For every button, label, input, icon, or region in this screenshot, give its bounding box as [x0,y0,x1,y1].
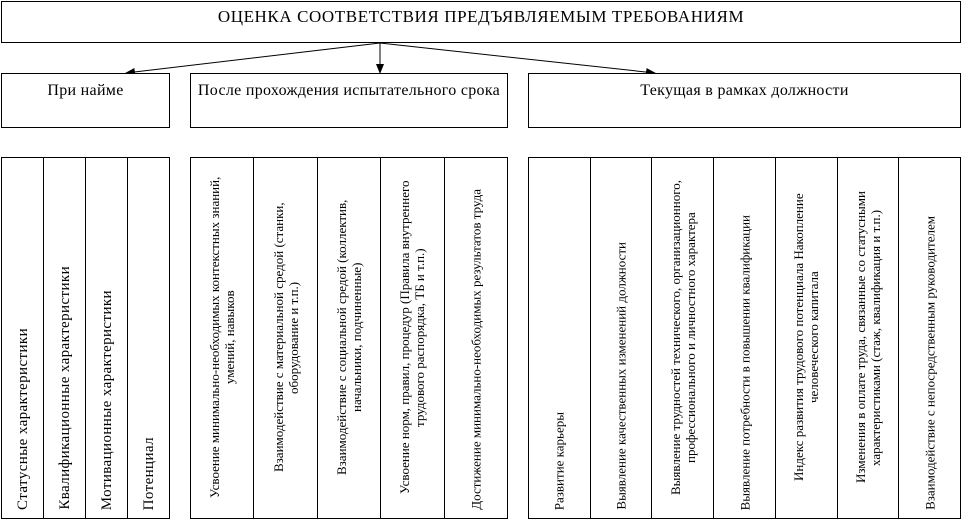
criterion-cell [529,158,590,518]
criterion-norms: Усвоение норм, правил, процедур (Правила внутреннего трудового распорядка, ТБ и т.п.) [397,180,428,495]
criterion-cell [444,158,507,518]
criterion-cell [317,158,380,518]
arrow-to-hire [126,43,380,73]
criterion-potential: Потенциал [140,436,157,510]
criterion-cell [590,158,652,518]
criterion-labor-potential: Индекс развития трудового потенциала Накопление человеческого капитала [791,193,822,482]
criterion-training-needs: Выявление потребности в повышении квалификации [737,214,753,510]
criterion-motivation: Мотивационные характеристики [98,289,115,510]
criterion-career: Развитие карьеры [551,411,567,510]
criterion-social-env: Взаимодействие с социальной средой (коллектив, начальники, подчиненные) [334,199,365,476]
criterion-cell [775,158,837,518]
criterion-cell [651,158,713,518]
criterion-cell [85,158,127,518]
criterion-pay-changes: Изменения в оплате труда, связанные со статусными характеристиками (стаж, квалификация и т.п.) [852,191,883,484]
criterion-knowledge: Усвоение минимально-необходимых контекстных знаний, умений, навыков [207,176,238,499]
criterion-cell [837,158,899,518]
criteria-group-hire [1,157,170,519]
criterion-cell [191,158,253,518]
arrow-to-current [380,43,655,73]
criterion-results: Достижение минимально-необходимых результатов труда [468,189,484,510]
criterion-manager-interaction: Взаимодействие с непосредственным руководителем [922,216,938,510]
criterion-material-env: Взаимодействие с материальной средой (станки, оборудование и т.п.) [270,202,301,473]
criterion-position-changes: Выявление качественных изменений должности [613,242,629,510]
criterion-cell [898,158,960,518]
criteria-group-probation [190,157,508,519]
criterion-cell [380,158,443,518]
criteria-group-current [528,157,961,519]
criterion-cell [253,158,316,518]
criterion-cell [127,158,169,518]
criterion-status: Статусные характеристики [14,328,31,510]
criterion-cell [713,158,775,518]
criterion-cell [43,158,85,518]
stage-current: Текущая в рамках должности [528,73,961,128]
criterion-cell [2,158,43,518]
stage-hire: При найме [1,73,170,128]
criterion-qualification: Квалификационные характеристики [56,266,73,510]
diagram-title: ОЦЕНКА СООТВЕТСТВИЯ ПРЕДЪЯВЛЯЕМЫМ ТРЕБОВАНИЯМ [1,1,961,43]
stage-probation: После прохождения испытательного срока [190,73,508,128]
criterion-difficulties: Выявление трудностей технического, организационного, профессионального и личностного характера [667,180,698,495]
